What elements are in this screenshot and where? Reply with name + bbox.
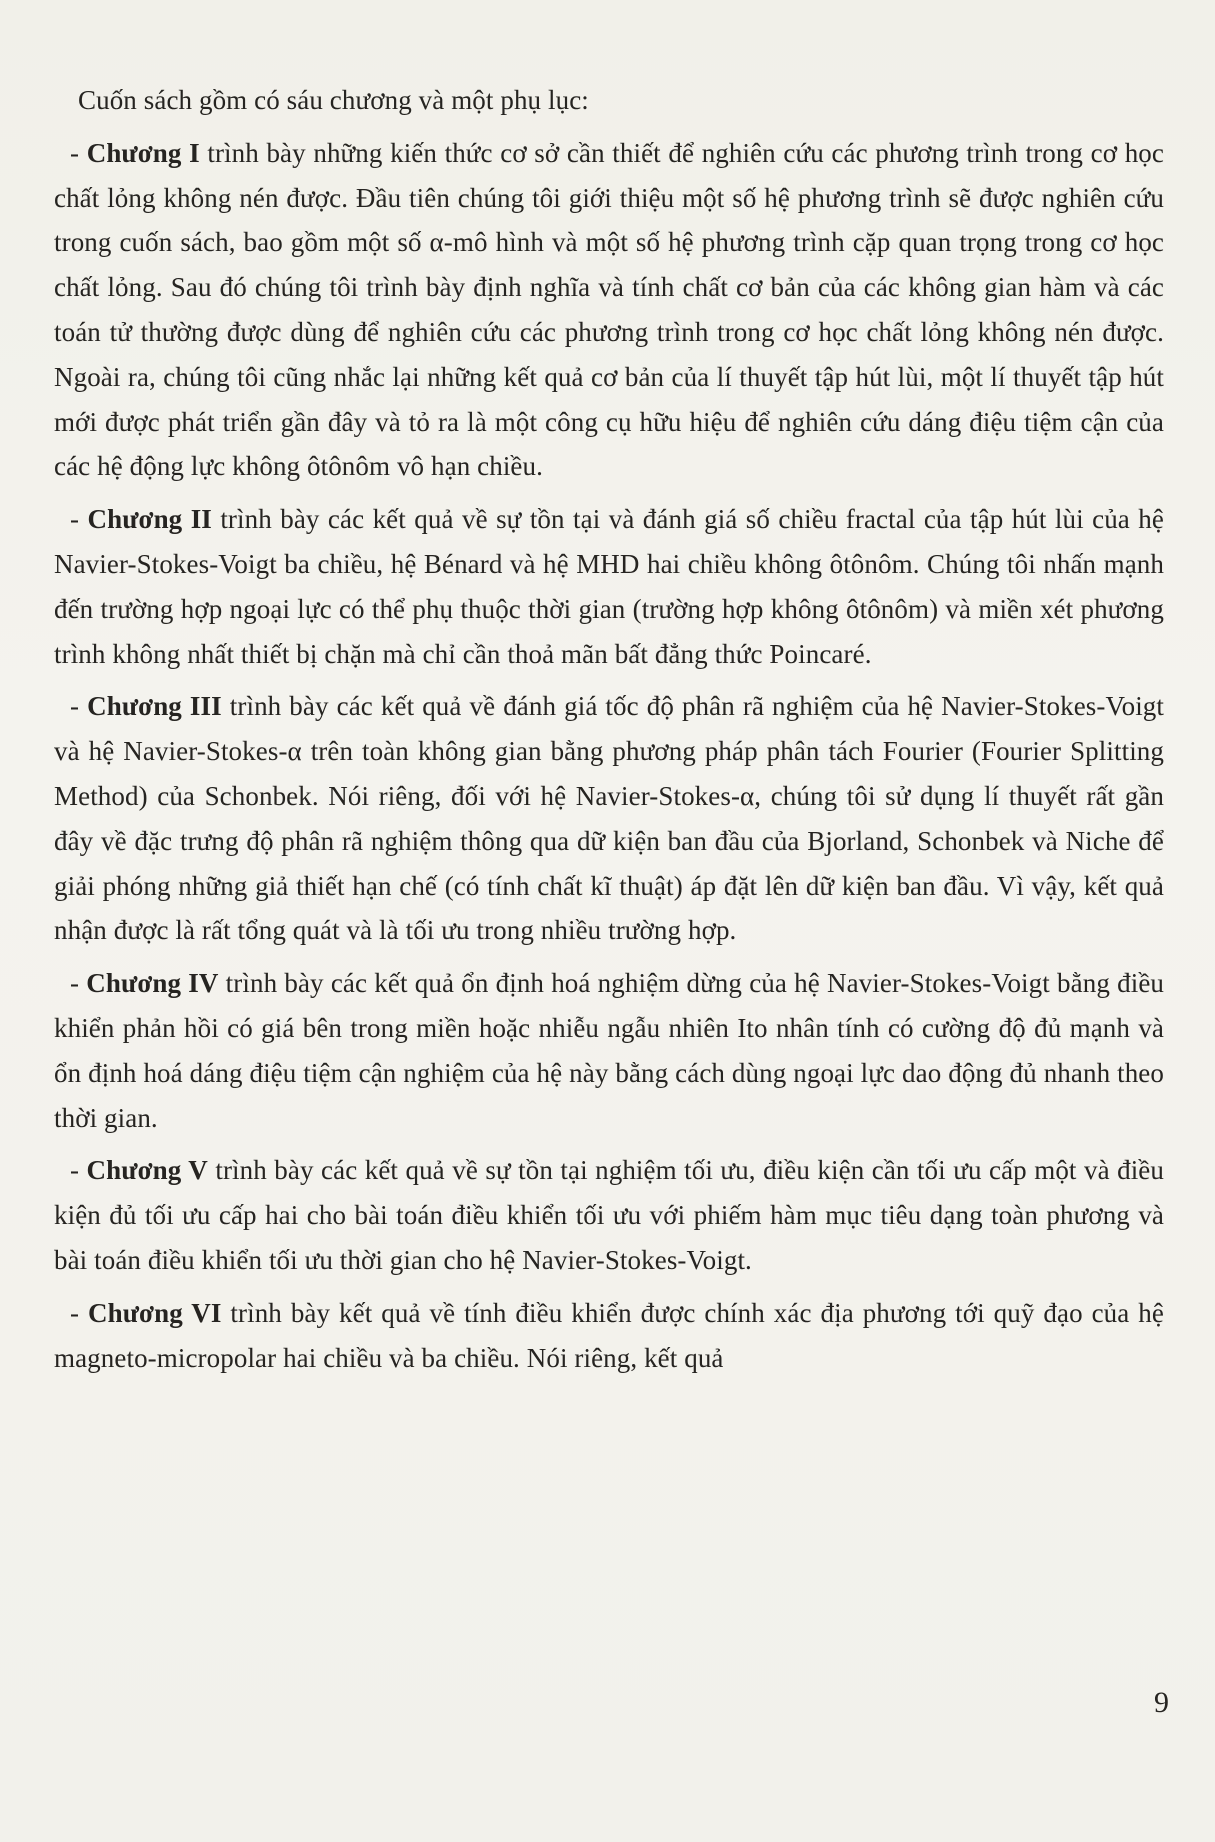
chapter-4-label: Chương IV	[86, 968, 219, 999]
bullet-dash: -	[70, 1155, 87, 1186]
chapter-5-paragraph	[54, 1148, 1164, 1282]
chapter-3-paragraph	[54, 684, 1164, 953]
chapter-3-text: trình bày các kết quả về đánh giá tốc độ phân rã nghiệm của hệ Navier-Stokes-Voigt và hệ Navier-Stokes-α trên toàn không gian bằng phương pháp phân tách Fourier (Fourier Splitting Method) của Schonbek. Nói riêng, đối với hệ Navier-Stokes-α, chúng tôi sử dụng lí thuyết rất gần đây về đặc trưng độ phân rã nghiệm thông qua dữ kiện ban đầu của Bjorland, Schonbek và Niche để giải phóng những giả thiết hạn chế (có tính chất kĩ thuật) áp đặt lên dữ kiện ban đầu. Vì vậy, kết quả nhận được là rất tổng quát và là tối ưu trong nhiều trường hợp.	[54, 691, 1164, 946]
bullet-dash: -	[70, 968, 87, 999]
chapter-1-text: trình bày những kiến thức cơ sở cần thiết để nghiên cứu các phương trình trong cơ học chất lỏng không nén được. Đầu tiên chúng tôi giới thiệu một số hệ phương trình sẽ được nghiên cứu trong cuốn sách, bao gồm một số α-mô hình và một số hệ phương trình cặp quan trọng trong cơ học chất lỏng. Sau đó chúng tôi trình bày định nghĩa và tính chất cơ bản của các không gian hàm và các toán tử thường được dùng để nghiên cứu các phương trình trong cơ học chất lỏng không nén được. Ngoài ra, chúng tôi cũng nhắc lại những kết quả cơ bản của lí thuyết tập hút lùi, một lí thuyết tập hút mới được phát triển gần đây và tỏ ra là một công cụ hữu hiệu để nghiên cứu dáng điệu tiệm cận của các hệ động lực không ôtônôm vô hạn chiều.	[54, 137, 1164, 482]
bullet-dash: -	[70, 1297, 89, 1328]
chapter-2-paragraph	[54, 497, 1164, 676]
chapter-2-label: Chương II	[87, 504, 212, 535]
bullet-dash: -	[70, 504, 88, 535]
chapter-1-paragraph	[54, 131, 1164, 489]
page-body	[54, 78, 1164, 1388]
bullet-dash: -	[70, 691, 88, 722]
chapter-3-label: Chương III	[87, 691, 222, 722]
chapter-5-text: trình bày các kết quả về sự tồn tại nghiệm tối ưu, điều kiện cần tối ưu cấp một và điều kiện đủ tối ưu cấp hai cho bài toán điều khiển tối ưu với phiếm hàm mục tiêu dạng toàn phương và bài toán điều khiển tối ưu thời gian cho hệ Navier-Stokes-Voigt.	[54, 1155, 1164, 1275]
chapter-2-text: trình bày các kết quả về sự tồn tại và đánh giá số chiều fractal của tập hút lùi của hệ Navier-Stokes-Voigt ba chiều, hệ Bénard và hệ MHD hai chiều không ôtônôm. Chúng tôi nhấn mạnh đến trường hợp ngoại lực có thể phụ thuộc thời gian (trường hợp không ôtônôm) và miền xét phương trình không nhất thiết bị chặn mà chỉ cần thoả mãn bất đẳng thức Poincaré.	[54, 504, 1164, 669]
chapter-5-label: Chương V	[86, 1155, 208, 1186]
chapter-6-text: trình bày kết quả về tính điều khiển được chính xác địa phương tới quỹ đạo của hệ magneto-micropolar hai chiều và ba chiều. Nói riêng, kết quả	[54, 1297, 1164, 1373]
chapter-4-paragraph	[54, 961, 1164, 1140]
chapter-6-label: Chương VI	[88, 1297, 222, 1328]
intro-paragraph: Cuốn sách gồm có sáu chương và một phụ lục:	[78, 85, 589, 115]
chapter-4-text: trình bày các kết quả ổn định hoá nghiệm dừng của hệ Navier-Stokes-Voigt bằng điều khiển phản hồi có giá bên trong miền hoặc nhiễu ngẫu nhiên Ito nhân tính có cường độ đủ mạnh và ổn định hoá dáng điệu tiệm cận nghiệm của hệ này bằng cách dùng ngoại lực dao động đủ nhanh theo thời gian.	[54, 968, 1165, 1133]
chapter-6-paragraph	[54, 1291, 1164, 1381]
chapter-1-label: Chương I	[86, 137, 200, 168]
bullet-dash: -	[70, 137, 87, 168]
page-number: 9	[1154, 1686, 1169, 1719]
